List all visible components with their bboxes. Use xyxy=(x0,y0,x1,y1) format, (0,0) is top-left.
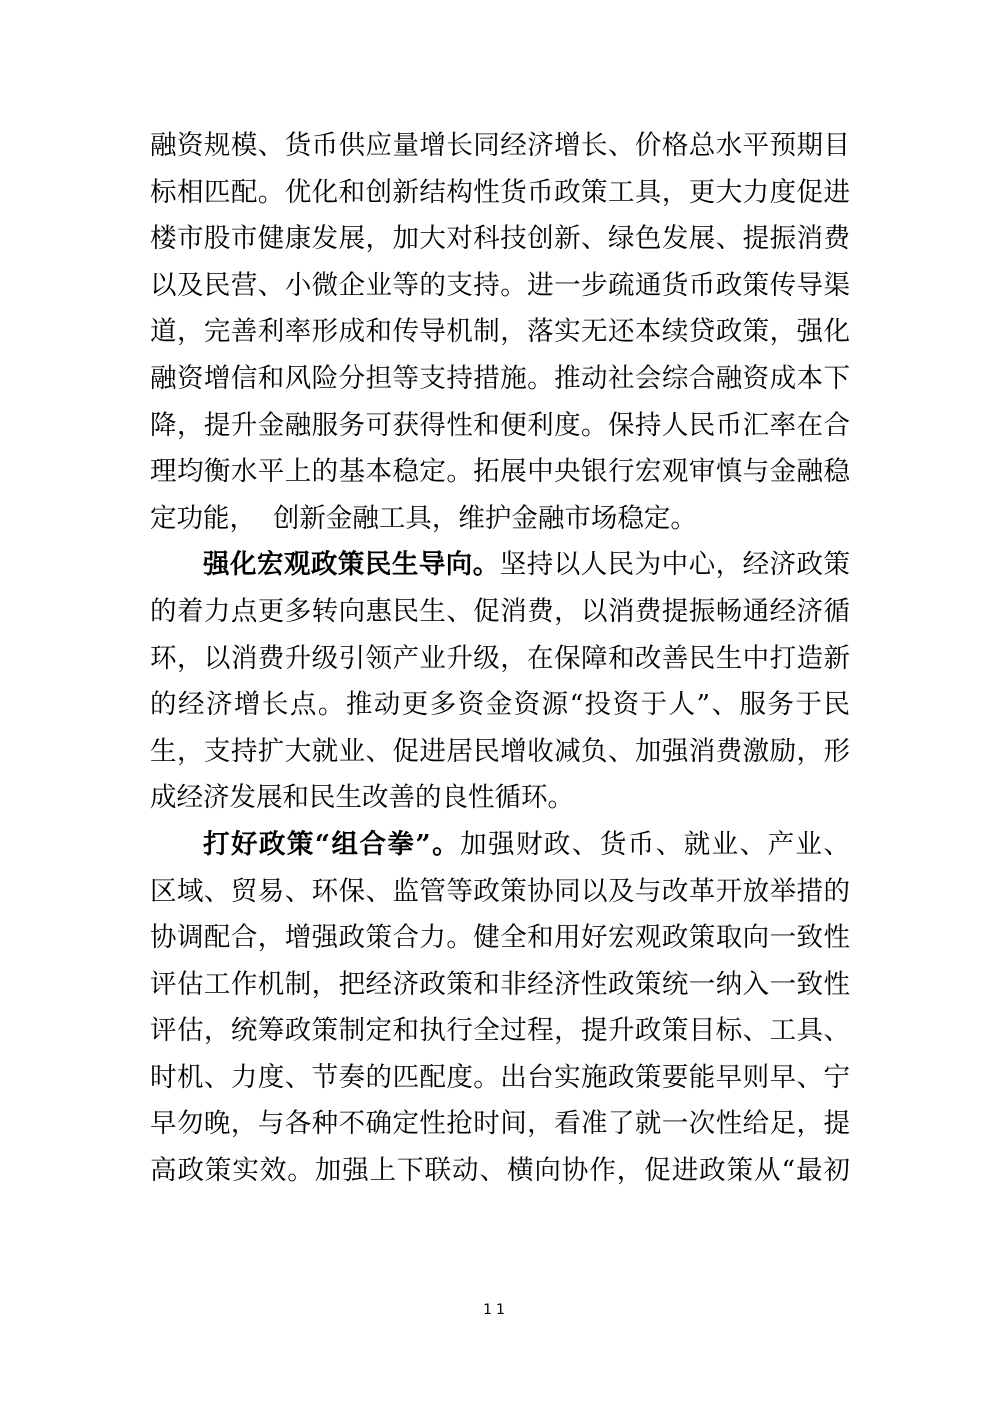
text-line: 的着力点更多转向惠民生、促消费，以消费提振畅通经济循 xyxy=(150,595,850,627)
text-line: 环，以消费升级引领产业升级，在保障和改善民生中打造新 xyxy=(150,642,850,674)
text-line: 生，支持扩大就业、促进居民增收减负、加强消费激励，形 xyxy=(150,735,850,767)
text-line: 楼市股市健康发展，加大对科技创新、绿色发展、提振消费 xyxy=(150,223,850,255)
page-number: 11 xyxy=(483,1302,509,1318)
body-text xyxy=(150,123,850,1195)
text-line: 定功能， 创新金融工具，维护金融市场稳定。 xyxy=(150,502,697,534)
paragraph-heading: 打好政策“组合拳”。 xyxy=(203,828,461,860)
text-line: 评估，统筹政策制定和执行全过程，提升政策目标、工具、 xyxy=(150,1015,850,1047)
text-run: 坚持以人民为中心，经济政策 xyxy=(499,549,850,581)
text-line: 标相匹配。优化和创新结构性货币政策工具，更大力度促进 xyxy=(150,176,850,208)
text-run: 加强财政、货币、就业、产业、 xyxy=(460,828,850,860)
text-line: 早勿晚，与各种不确定性抢时间，看准了就一次性给足，提 xyxy=(150,1108,850,1140)
text-line: 时机、力度、节奏的匹配度。出台实施政策要能早则早、宁 xyxy=(150,1061,850,1093)
text-line: 协调配合，增强政策合力。健全和用好宏观政策取向一致性 xyxy=(150,922,850,954)
text-line: 降，提升金融服务可获得性和便利度。保持人民币汇率在合 xyxy=(150,409,850,441)
paragraph-heading: 强化宏观政策民生导向。 xyxy=(203,549,500,581)
paragraph-first-line xyxy=(150,822,850,869)
text-line: 评估工作机制，把经济政策和非经济性政策统一纳入一致性 xyxy=(150,968,850,1000)
text-line: 高政策实效。加强上下联动、横向协作，促进政策从“最初 xyxy=(150,1155,850,1187)
text-line: 理均衡水平上的基本稳定。拓展中央银行宏观审慎与金融稳 xyxy=(150,456,850,488)
text-line: 的经济增长点。推动更多资金资源“投资于人”、服务于民 xyxy=(150,689,850,721)
text-line: 融资规模、货币供应量增长同经济增长、价格总水平预期目 xyxy=(150,130,850,161)
text-line: 融资增信和风险分担等支持措施。推动社会综合融资成本下 xyxy=(150,362,850,394)
text-line: 以及民营、小微企业等的支持。进一步疏通货币政策传导渠 xyxy=(150,269,850,301)
text-line: 道，完善利率形成和传导机制，落实无还本续贷政策，强化 xyxy=(150,316,850,348)
text-line: 成经济发展和民生改善的良性循环。 xyxy=(150,782,574,814)
text-line: 区域、贸易、环保、监管等政策协同以及与改革开放举措的 xyxy=(150,875,850,907)
paragraph-first-line xyxy=(150,542,850,589)
